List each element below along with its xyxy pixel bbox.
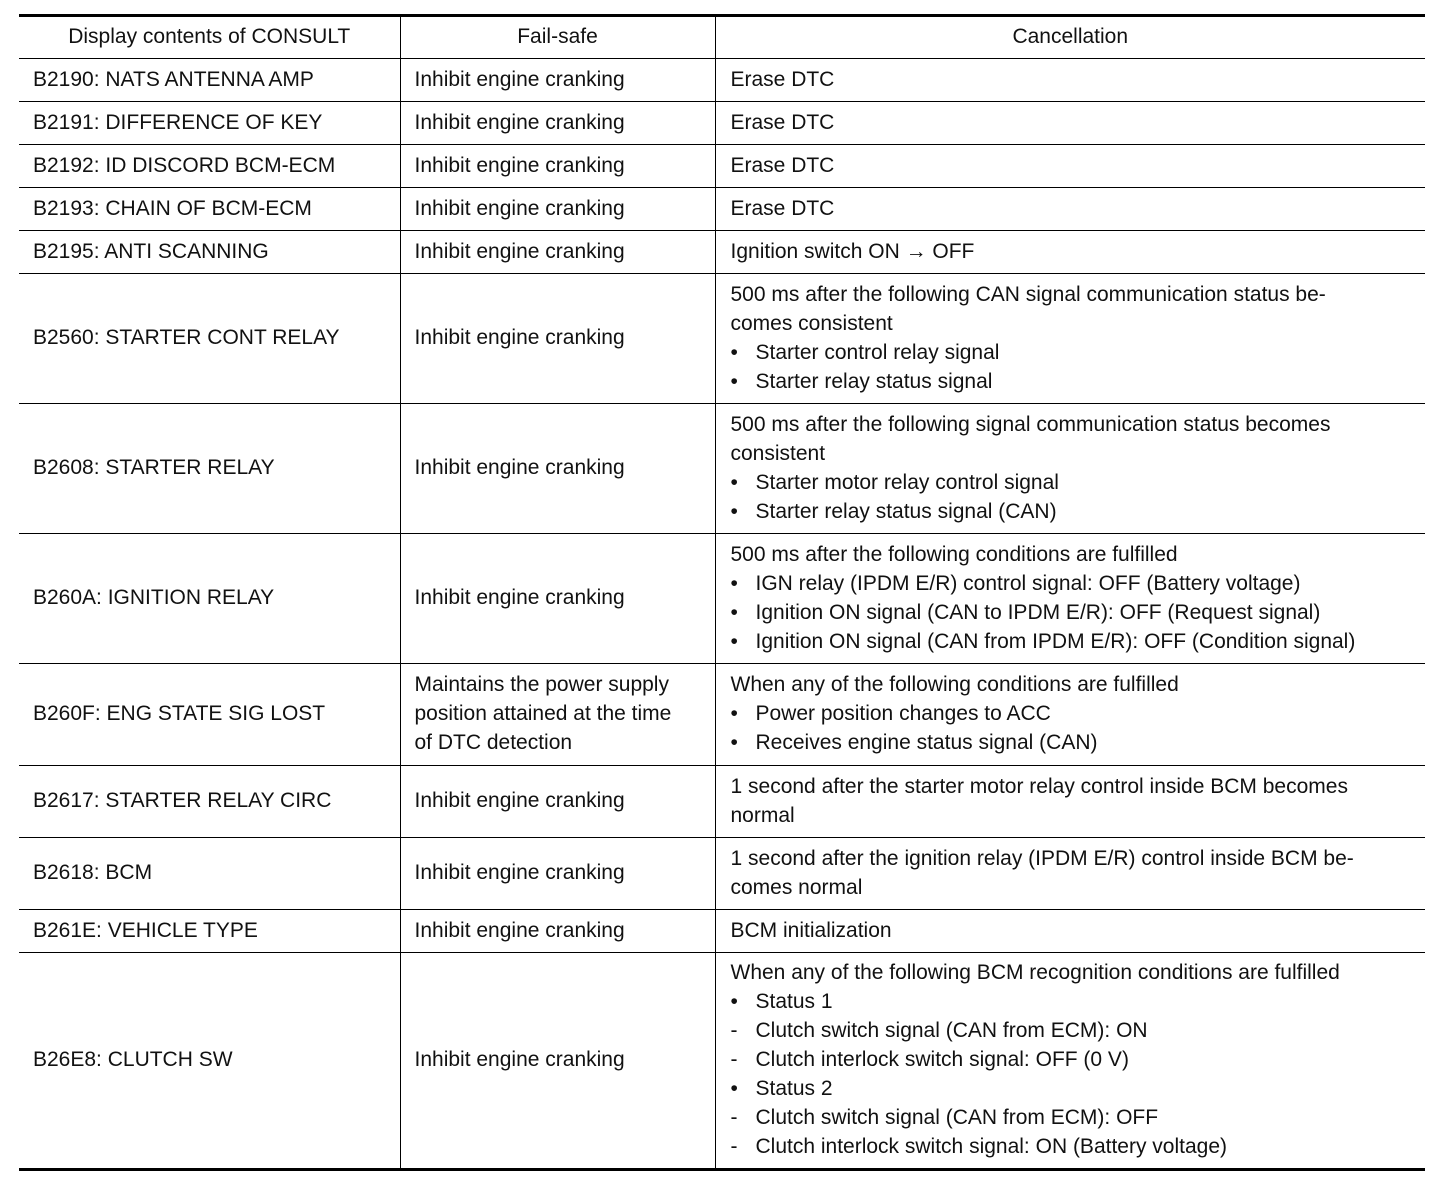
cell-consult: B2193: CHAIN OF BCM-ECM	[19, 188, 400, 231]
cancellation-item-text: Status 2	[755, 1077, 833, 1100]
fail-safe-line: of DTC detection	[414, 731, 573, 754]
bullet-icon: •	[730, 600, 738, 624]
header-cancellation: Cancellation	[715, 16, 1425, 59]
cell-consult: B2192: ID DISCORD BCM-ECM	[19, 145, 400, 188]
cell-cancellation	[715, 534, 1425, 664]
cell-fail-safe: Inhibit engine cranking	[400, 404, 715, 534]
cancellation-list-item	[731, 1045, 1418, 1074]
fail-safe-line: position attained at the time	[414, 702, 672, 725]
table-row	[19, 404, 1425, 534]
table-row	[19, 838, 1425, 910]
cancellation-text: 1 second after the ignition relay (IPDM E/R) control inside BCM be-	[730, 846, 1354, 870]
dash-icon: -	[730, 1106, 738, 1129]
cell-consult: B2191: DIFFERENCE OF KEY	[19, 102, 400, 145]
cancellation-list-item	[731, 338, 1418, 367]
cancellation-text: When any of the following BCM recognition conditions are fulfilled	[730, 961, 1340, 984]
bullet-icon: •	[730, 470, 738, 494]
bullet-icon: •	[730, 990, 738, 1013]
cell-consult: B260F: ENG STATE SIG LOST	[19, 664, 400, 766]
cancellation-text: 500 ms after the following conditions are fulfilled	[730, 542, 1178, 566]
bullet-icon: •	[730, 499, 738, 523]
cancellation-list-item	[731, 1132, 1418, 1161]
cancellation-list-item	[731, 598, 1418, 627]
cancellation-text: Erase DTC	[730, 110, 835, 134]
bullet-icon: •	[730, 340, 738, 364]
cancellation-list-item	[731, 468, 1418, 497]
cell-consult: B2617: STARTER RELAY CIRC	[19, 766, 400, 838]
cancellation-text: 1 second after the starter motor relay control inside BCM becomes	[730, 774, 1348, 798]
bullet-icon: •	[730, 1077, 738, 1100]
cancellation-list-item	[731, 627, 1418, 656]
cell-cancellation	[715, 838, 1425, 910]
table-row	[19, 145, 1425, 188]
cell-cancellation	[715, 231, 1425, 274]
cancellation-item-text: Starter relay status signal (CAN)	[755, 499, 1057, 523]
table-row	[19, 664, 1425, 766]
cell-cancellation	[715, 274, 1425, 404]
dash-icon: -	[730, 1048, 738, 1071]
cell-fail-safe: Inhibit engine cranking	[400, 910, 715, 953]
cell-consult: B26E8: CLUTCH SW	[19, 953, 400, 1170]
cell-cancellation	[715, 188, 1425, 231]
table-row	[19, 910, 1425, 953]
table-row	[19, 59, 1425, 102]
cell-consult: B2190: NATS ANTENNA AMP	[19, 59, 400, 102]
fail-safe-table	[19, 14, 1425, 1171]
cancellation-text: BCM initialization	[730, 918, 892, 942]
table-row	[19, 102, 1425, 145]
cell-fail-safe: Inhibit engine cranking	[400, 59, 715, 102]
cancellation-item-text: Status 1	[755, 990, 833, 1013]
cancellation-text: When any of the following conditions are fulfilled	[730, 673, 1179, 696]
cell-consult: B261E: VEHICLE TYPE	[19, 910, 400, 953]
cancellation-text: Erase DTC	[730, 196, 835, 220]
header-consult: Display contents of CONSULT	[19, 16, 400, 59]
bullet-icon: •	[730, 702, 738, 725]
cell-cancellation	[715, 910, 1425, 953]
cancellation-item-text: Clutch interlock switch signal: ON (Battery voltage)	[755, 1135, 1228, 1158]
cancellation-list-item	[731, 699, 1418, 728]
cancellation-list-item	[731, 1016, 1418, 1045]
cell-cancellation	[715, 145, 1425, 188]
cancellation-text: Ignition switch ON → OFF	[730, 239, 975, 263]
cell-cancellation	[715, 59, 1425, 102]
cancellation-list-item	[731, 1074, 1418, 1103]
cancellation-text: comes normal	[730, 875, 863, 899]
cell-cancellation	[715, 953, 1425, 1170]
cell-fail-safe: Inhibit engine cranking	[400, 145, 715, 188]
cancellation-item-text: Receives engine status signal (CAN)	[755, 731, 1098, 754]
cell-fail-safe: Inhibit engine cranking	[400, 534, 715, 664]
table-row	[19, 231, 1425, 274]
header-row	[19, 16, 1425, 59]
bullet-icon: •	[730, 731, 738, 754]
cell-consult: B260A: IGNITION RELAY	[19, 534, 400, 664]
dash-icon: -	[730, 1019, 738, 1042]
cell-cancellation	[715, 404, 1425, 534]
table-row	[19, 274, 1425, 404]
cancellation-text: consistent	[730, 441, 826, 465]
table-row	[19, 953, 1425, 1170]
cancellation-list-item	[731, 728, 1418, 757]
cell-cancellation	[715, 766, 1425, 838]
cancellation-list-item	[731, 497, 1418, 526]
cell-consult: B2560: STARTER CONT RELAY	[19, 274, 400, 404]
cancellation-item-text: Clutch interlock switch signal: OFF (0 V)	[755, 1048, 1129, 1071]
cancellation-item-text: Starter relay status signal	[755, 369, 993, 393]
cancellation-text: normal	[730, 803, 795, 827]
cancellation-item-text: Ignition ON signal (CAN from IPDM E/R): OFF (Condition signal)	[755, 629, 1356, 653]
cancellation-item-text: Ignition ON signal (CAN to IPDM E/R): OFF (Request signal)	[755, 600, 1321, 624]
dash-icon: -	[730, 1135, 738, 1158]
cell-fail-safe: Inhibit engine cranking	[400, 953, 715, 1170]
cell-fail-safe	[400, 664, 715, 766]
bullet-icon: •	[730, 629, 738, 653]
cancellation-item-text: Power position changes to ACC	[755, 702, 1051, 725]
cell-fail-safe: Inhibit engine cranking	[400, 188, 715, 231]
cancellation-item-text: Starter motor relay control signal	[755, 470, 1059, 494]
cell-consult: B2618: BCM	[19, 838, 400, 910]
cell-consult: B2608: STARTER RELAY	[19, 404, 400, 534]
cell-fail-safe: Inhibit engine cranking	[400, 231, 715, 274]
cancellation-text: Erase DTC	[730, 67, 835, 91]
bullet-icon: •	[730, 571, 738, 595]
cell-fail-safe: Inhibit engine cranking	[400, 838, 715, 910]
fail-safe-line: Maintains the power supply	[414, 673, 669, 696]
cell-fail-safe: Inhibit engine cranking	[400, 102, 715, 145]
cell-consult: B2195: ANTI SCANNING	[19, 231, 400, 274]
cell-fail-safe: Inhibit engine cranking	[400, 274, 715, 404]
bullet-icon: •	[730, 369, 738, 393]
cell-cancellation	[715, 664, 1425, 766]
table-row	[19, 534, 1425, 664]
cell-cancellation	[715, 102, 1425, 145]
cancellation-list-item	[731, 1103, 1418, 1132]
table-row	[19, 188, 1425, 231]
cancellation-item-text: Clutch switch signal (CAN from ECM): OFF	[755, 1106, 1159, 1129]
cancellation-list-item	[731, 569, 1418, 598]
cancellation-item-text: Starter control relay signal	[755, 340, 1000, 364]
cancellation-text: comes consistent	[730, 311, 893, 335]
cancellation-text: Erase DTC	[730, 153, 835, 177]
header-fail-safe: Fail-safe	[400, 16, 715, 59]
table-row	[19, 766, 1425, 838]
cancellation-item-text: Clutch switch signal (CAN from ECM): ON	[755, 1019, 1148, 1042]
cancellation-list-item	[731, 367, 1418, 396]
cancellation-list-item	[731, 987, 1418, 1016]
cell-fail-safe: Inhibit engine cranking	[400, 766, 715, 838]
table-body	[19, 59, 1425, 1170]
cancellation-item-text: IGN relay (IPDM E/R) control signal: OFF (Battery voltage)	[755, 571, 1301, 595]
cancellation-text: 500 ms after the following CAN signal communication status be-	[730, 282, 1326, 306]
cancellation-text: 500 ms after the following signal communication status becomes	[730, 412, 1331, 436]
